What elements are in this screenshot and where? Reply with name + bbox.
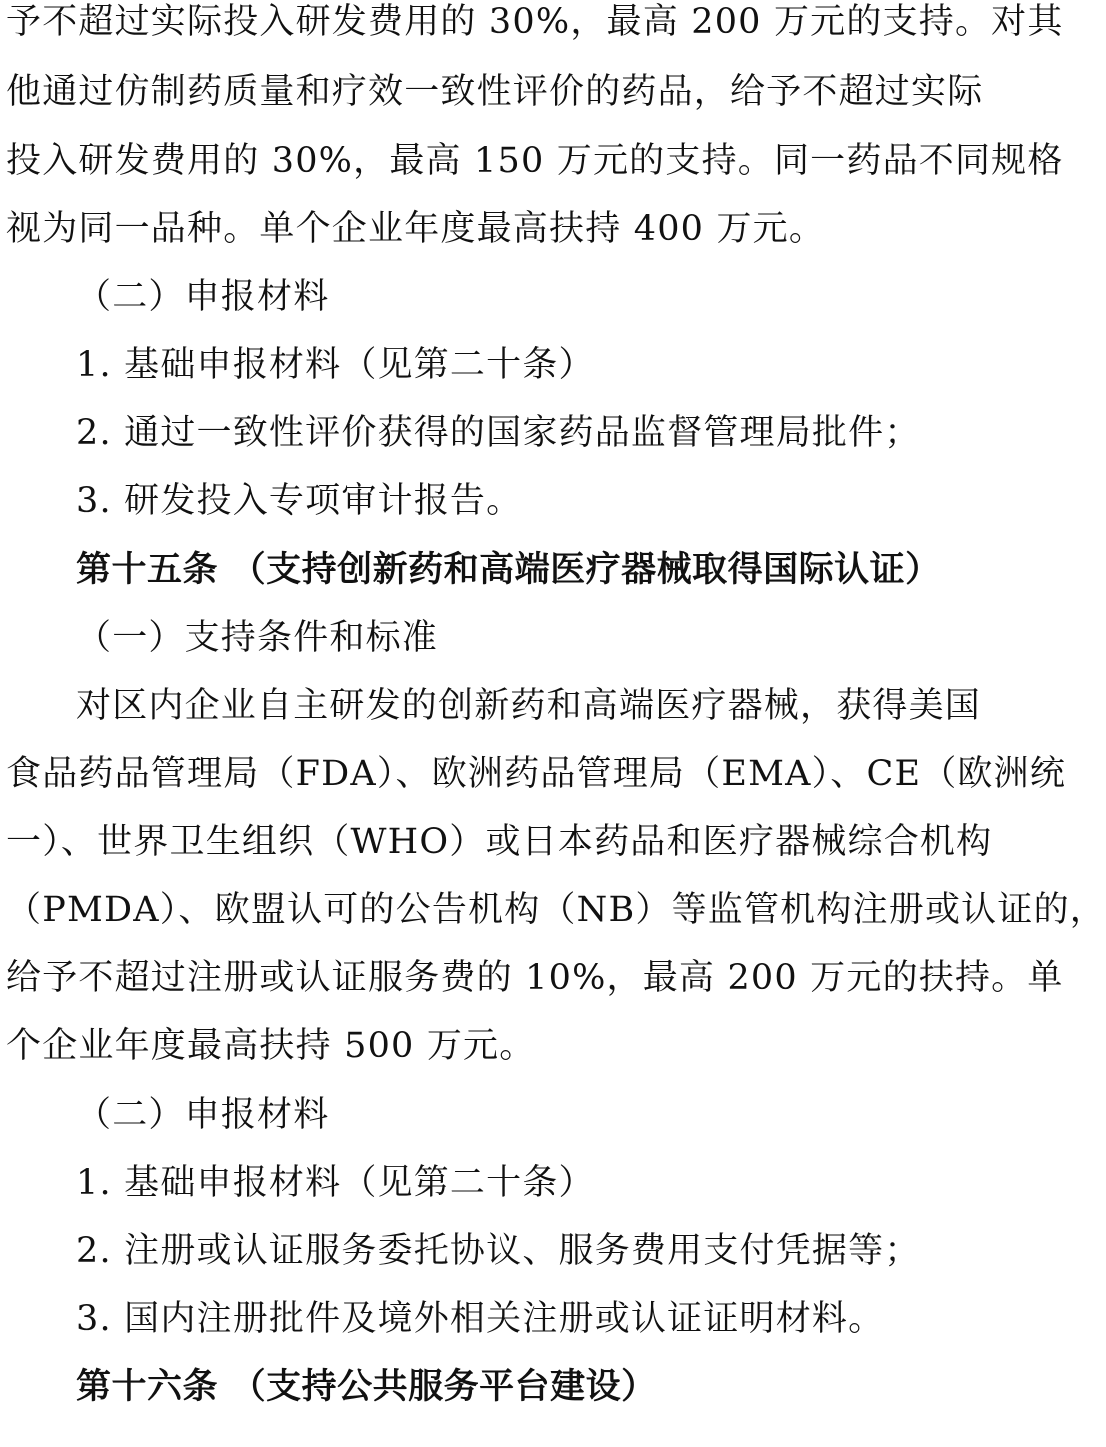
- article-heading: 第十六条 （支持公共服务平台建设）: [76, 1367, 657, 1407]
- paragraph-line: （PMDA）、欧盟认可的公告机构（NB）等监管机构注册或认证的，: [6, 890, 1106, 930]
- subsection-heading: （二）申报材料: [76, 1095, 330, 1135]
- paragraph-line: 投入研发费用的 30%，最高 150 万元的支持。同一药品不同规格: [6, 141, 1064, 181]
- paragraph-line: 个企业年度最高扶持 500 万元。: [6, 1026, 536, 1066]
- subsection-heading: （二）申报材料: [76, 277, 330, 317]
- paragraph-line: 视为同一品种。单个企业年度最高扶持 400 万元。: [6, 209, 826, 249]
- paragraph-line: 对区内企业自主研发的创新药和高端医疗器械，获得美国: [76, 686, 982, 726]
- paragraph-line: 予不超过实际投入研发费用的 30%，最高 200 万元的支持。对其: [6, 2, 1064, 42]
- list-item: 2. 注册或认证服务委托协议、服务费用支付凭据等；: [76, 1231, 921, 1271]
- list-item: 1. 基础申报材料（见第二十条）: [76, 1163, 595, 1203]
- list-item: 2. 通过一致性评价获得的国家药品监督管理局批件；: [76, 413, 921, 453]
- paragraph-line: 一）、世界卫生组织（WHO）或日本药品和医疗器械综合机构: [6, 822, 993, 862]
- paragraph-line: 给予不超过注册或认证服务费的 10%，最高 200 万元的扶持。单: [6, 958, 1064, 998]
- subsection-heading: （一）支持条件和标准: [76, 618, 439, 658]
- list-item: 3. 研发投入专项审计报告。: [76, 481, 523, 521]
- list-item: 1. 基础申报材料（见第二十条）: [76, 345, 595, 385]
- article-heading: 第十五条 （支持创新药和高端医疗器械取得国际认证）: [76, 550, 941, 590]
- paragraph-line: 食品药品管理局（FDA）、欧洲药品管理局（EMA）、CE（欧洲统: [6, 754, 1067, 794]
- paragraph-line: 他通过仿制药质量和疗效一致性评价的药品，给予不超过实际: [6, 72, 984, 112]
- list-item: 3. 国内注册批件及境外相关注册或认证证明材料。: [76, 1299, 885, 1339]
